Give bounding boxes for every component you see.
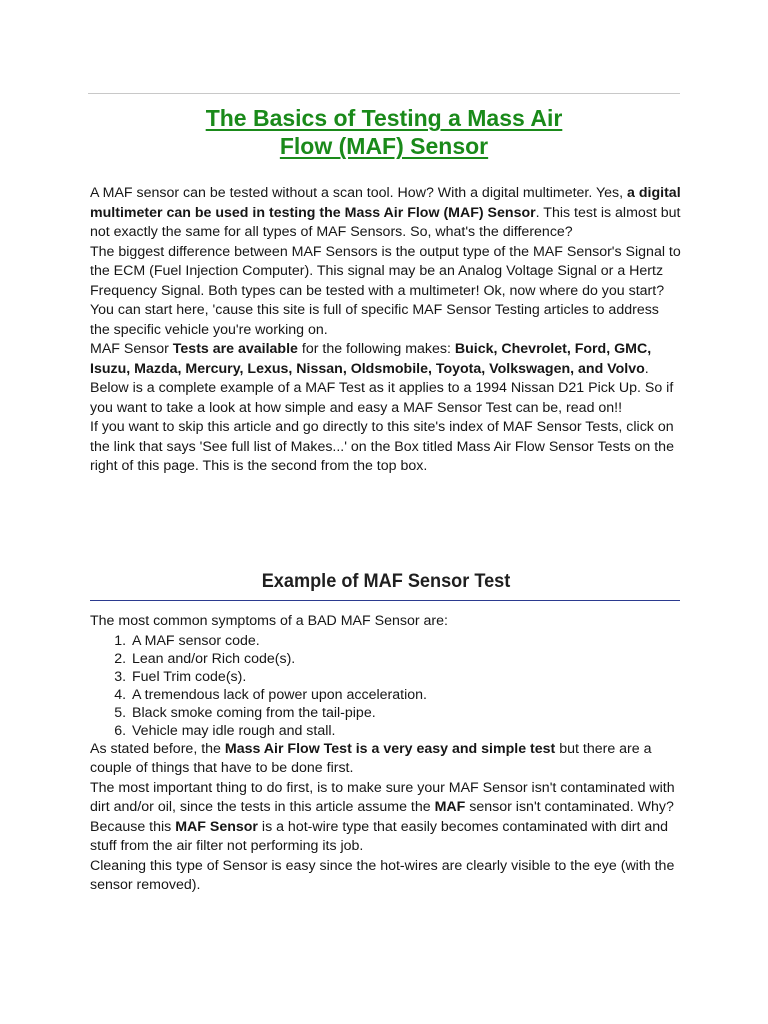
text-run: . This test is almost but not exactly the same for all types of MAF Sensors. So, what's the difference? bbox=[90, 204, 681, 240]
section-divider bbox=[90, 600, 680, 601]
cleaning-paragraph: Cleaning this type of Sensor is easy since the hot-wires are clearly visible to the eye (with the sensor removed). bbox=[90, 857, 675, 893]
top-divider bbox=[88, 93, 680, 94]
text-run: A MAF sensor can be tested without a scan tool. How? With a digital multimeter. Yes, bbox=[90, 185, 628, 201]
bold-text-run: MAF bbox=[434, 799, 466, 815]
page-title-line-2: Flow (MAF) Sensor bbox=[279, 133, 489, 159]
page-title bbox=[90, 104, 678, 160]
bold-text-run: a digital multimeter can be used in testing the Mass Air Flow (MAF) Sensor bbox=[90, 185, 681, 221]
text-run: . bbox=[644, 360, 649, 377]
intro-paragraph-5: Below is a complete example of a MAF Test as it applies to a 1994 Nissan D21 Pick Up. So if you want to take a look at how simple and easy a MAF Sensor Test can be, read on!! bbox=[90, 380, 674, 416]
text-run: The most important thing to do first, is to make sure your MAF Sensor isn't contaminated with dirt and/or oil, since the tests in this article assume the bbox=[90, 779, 675, 815]
important-paragraph bbox=[90, 779, 682, 857]
list-item: 3. Fuel Trim code(s). bbox=[130, 668, 682, 686]
list-item: 4. A tremendous lack of power upon acceleration. bbox=[130, 686, 682, 704]
intro-section bbox=[90, 184, 682, 477]
symptoms-list bbox=[90, 632, 682, 740]
intro-paragraph-1 bbox=[90, 184, 682, 243]
stated-before-paragraph bbox=[90, 740, 682, 779]
text-run: but there are a couple of things that have to be done first. bbox=[90, 740, 652, 776]
bold-text-run: Mass Air Flow Test is a very easy and simple test bbox=[224, 740, 556, 757]
section-heading: Example of MAF Sensor Test bbox=[261, 570, 511, 592]
intro-paragraph-3: You can start here, 'cause this site is full of specific MAF Sensor Testing articles to address the specific vehicle you're working on. bbox=[90, 302, 659, 338]
list-item: 6. Vehicle may idle rough and stall. bbox=[130, 722, 682, 740]
text-run: MAF Sensor bbox=[90, 341, 173, 357]
intro-paragraph-4 bbox=[90, 340, 682, 379]
symptoms-lead: The most common symptoms of a BAD MAF Sensor are: bbox=[90, 613, 448, 629]
text-run: As stated before, the bbox=[90, 740, 225, 757]
list-item: 2. Lean and/or Rich code(s). bbox=[130, 650, 682, 668]
bold-text-run: Tests are available bbox=[172, 341, 298, 357]
makes-list-text: Buick, Chevrolet, Ford, GMC, Isuzu, Mazda, Mercury, Lexus, Nissan, Oldsmobile, Toyota, Volkswagen, and Volvo bbox=[90, 341, 652, 377]
text-run: sensor isn't contaminated. Why? Because this bbox=[90, 799, 674, 835]
list-item: 1. A MAF sensor code. bbox=[130, 632, 682, 650]
symptoms-section bbox=[90, 612, 682, 896]
bold-text-run: MAF Sensor bbox=[175, 818, 258, 835]
text-run: is a hot-wire type that easily becomes contaminated with dirt and stuff from the air filter not performing its job. bbox=[90, 818, 669, 854]
text-run: for the following makes: bbox=[297, 341, 455, 357]
page-title-line-1: The Basics of Testing a Mass Air bbox=[205, 105, 563, 131]
list-item: 5. Black smoke coming from the tail-pipe. bbox=[130, 704, 682, 722]
intro-paragraph-2: The biggest difference between MAF Sensors is the output type of the MAF Sensor's Signal to the ECM (Fuel Injection Computer). This signal may be an Analog Voltage Signal or a Hertz Frequency Signal. Both types can be tested with a multimeter! Ok, now where do you start? bbox=[90, 243, 681, 299]
intro-paragraph-6: If you want to skip this article and go directly to this site's index of MAF Sensor Tests, click on the link that says 'See full list of Makes...' on the Box titled Mass Air Flow Sensor Tests on the right of this page. This is the second from the top box. bbox=[90, 419, 674, 474]
